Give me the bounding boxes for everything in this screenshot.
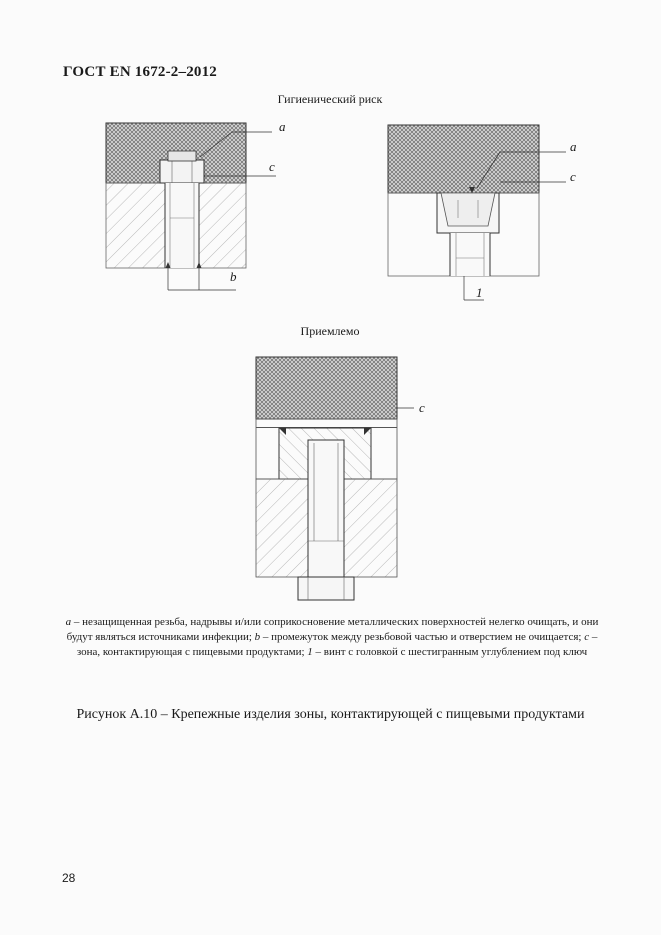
drawing-unsealed-bolt — [106, 123, 276, 290]
legend-key-1: 1 — [307, 646, 313, 658]
legend-text-b: – промежуток между резьбовой частью и отверстием не очищается; — [260, 631, 585, 643]
label-a-top-left: a — [279, 119, 286, 134]
label-c-top-right: c — [570, 169, 576, 184]
legend-key-a: a — [65, 616, 72, 628]
page-number: 28 — [62, 871, 76, 885]
label-a-top-right: a — [570, 139, 577, 154]
label-c-bottom: c — [419, 400, 425, 415]
legend-text-a: – незащищенная резьба, надрывы и/или соприкосновение металлических поверхностей нелегко очищать, и они будут являться источниками инфекции; — [66, 616, 599, 643]
figure-title-acceptable: Приемлемо — [300, 324, 360, 338]
label-c-top-left: c — [269, 159, 275, 174]
figure-caption: Рисунок А.10 – Крепежные изделия зоны, контактирующей с пищевыми продуктами — [76, 707, 585, 722]
legend-text-1: – винт с головкой с шестигранным углублением под ключ — [312, 646, 588, 658]
document-code: ГОСТ EN 1672-2–2012 — [63, 64, 217, 80]
legend-key-c: c — [584, 631, 590, 643]
legend-key-b: b — [254, 631, 261, 643]
legend-text-c: – зона, контактирующая с пищевыми продуктами; — [76, 631, 598, 658]
figure-legend — [62, 615, 602, 660]
label-1: 1 — [476, 285, 483, 300]
label-b: b — [230, 269, 237, 284]
figure-title-hygienic-risk: Гигиенический риск — [277, 92, 383, 106]
drawing-socket-screw — [388, 125, 566, 300]
drawing-acceptable-fastener — [256, 357, 414, 600]
